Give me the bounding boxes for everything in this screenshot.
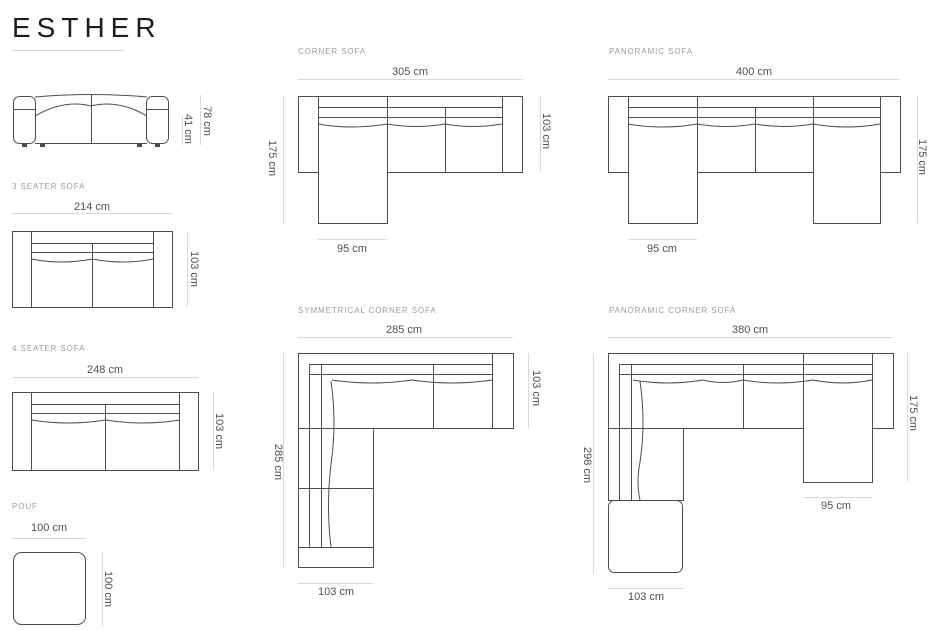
dim-symmetrical-leg-width: 103 cm (317, 586, 355, 598)
dim-front-total-height: 78 cm (201, 106, 213, 136)
dim-corner-width: 305 cm (391, 66, 429, 78)
section-title-panoramic-sofa: PANORAMIC SOFA (609, 47, 694, 56)
symmetrical-corner-sofa-drawing (299, 354, 514, 568)
dim-symmetrical-left-length: 285 cm (272, 443, 284, 481)
panoramic-sofa-drawing (609, 97, 901, 224)
section-title-three-seater: 3 SEATER SOFA (12, 182, 86, 191)
section-title-corner-sofa: CORNER SOFA (298, 47, 367, 56)
dim-panoramic-chaise-depth: 175 cm (916, 138, 928, 176)
page-title: ESTHER (12, 12, 162, 43)
corner-sofa-drawing (299, 97, 523, 224)
dim-symmetrical-depth: 103 cm (530, 369, 542, 407)
dim-three-seater-width: 214 cm (73, 201, 111, 213)
panoramic-corner-sofa-drawing (609, 354, 894, 573)
dim-panoramic-chaise-width: 95 cm (647, 243, 677, 255)
title-underline (12, 50, 124, 51)
dim-three-seater-depth: 103 cm (188, 250, 200, 288)
dim-pouf-depth: 100 cm (102, 570, 114, 608)
dim-panoramic-corner-width: 380 cm (731, 324, 769, 336)
dim-panoramic-corner-chaise-width: 95 cm (821, 500, 851, 512)
three-seater-drawing (13, 232, 173, 308)
section-title-four-seater: 4 SEATER SOFA (12, 344, 86, 353)
section-title-symmetrical-corner: SYMMETRICAL CORNER SOFA (298, 306, 437, 315)
dim-pouf-width: 100 cm (30, 522, 68, 534)
dim-corner-chaise-width: 95 cm (337, 243, 367, 255)
dim-panoramic-corner-left-length: 298 cm (581, 446, 593, 484)
dimension-lines (12, 80, 918, 627)
dim-front-seat-height: 41 cm (182, 114, 194, 144)
dim-four-seater-width: 248 cm (86, 364, 124, 376)
section-title-panoramic-corner: PANORAMIC CORNER SOFA (609, 306, 737, 315)
dim-corner-chaise-depth: 175 cm (266, 139, 278, 177)
dim-four-seater-depth: 103 cm (213, 412, 225, 450)
front-sofa-drawing (14, 95, 169, 148)
dim-panoramic-corner-chaise-depth: 175 cm (907, 394, 919, 432)
dim-panoramic-corner-leg-width: 103 cm (627, 591, 665, 603)
section-title-pouf: POUF (12, 502, 38, 511)
dim-corner-depth: 103 cm (540, 112, 552, 150)
four-seater-drawing (13, 393, 199, 471)
dim-symmetrical-width: 285 cm (385, 324, 423, 336)
dim-panoramic-width: 400 cm (735, 66, 773, 78)
pouf-drawing (14, 553, 86, 625)
